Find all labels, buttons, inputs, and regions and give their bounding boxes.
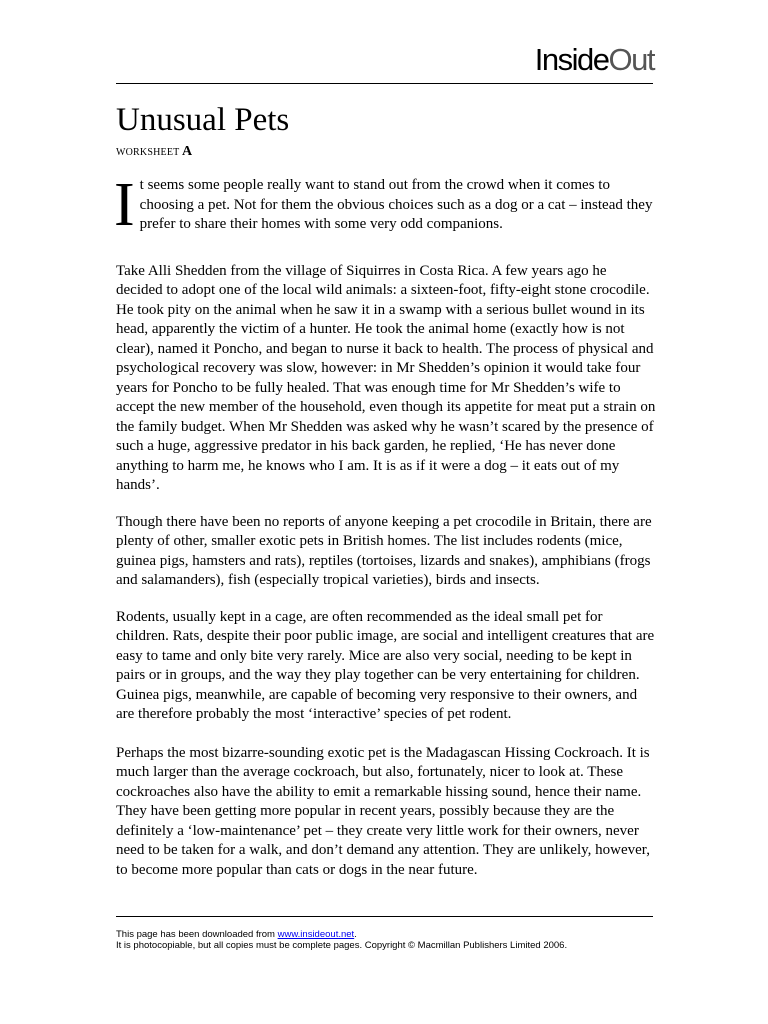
footer-line-2: It is photocopiable, but all copies must be complete pages. Copyright © Macmillan Publishers Limited 2006. (116, 940, 568, 951)
brand-logo-part2: Out (608, 42, 654, 77)
footer-divider (116, 916, 653, 917)
footer-prefix: This page has been downloaded from (116, 929, 278, 940)
intro-text: t seems some people really want to stand out from the crowd when it comes to choosing a pet. Not for them the obvious choices such as a dog or a cat – instead they prefer to share their homes with some very odd companions. (139, 177, 653, 232)
drop-cap: I (114, 171, 135, 239)
paragraph-crocodile: Take Alli Shedden from the village of Siquirres in Costa Rica. A few years ago he decided to adopt one of the local wild animals: a sixteen-foot, fifty-eight stone crocodile. He took pity on the animal when he saw it in a swamp with a serious bullet wound in its head, apparently the victim of a hunter. He took the animal home (exactly how is not clear), named it Poncho, and began to nurse it back to health. The process of physical and psychological recovery was slow, however: in Mr Shedden’s opinion it would take four years for Poncho to be fully healed. That was enough time for Mr Shedden’s wife to accept the new member of the household, even though its appetite for meat put a strain on the family budget. When Mr Shedden was asked why he wasn’t scared by the presence of such a huge, aggressive predator in his back garden, he replied, ‘He has never done anything to harm me, he knows who I am. It is as if it were a dog – it eats out of my hands’. (116, 262, 656, 493)
worksheet-label (116, 144, 192, 160)
paragraph-exotic-pets: Though there have been no reports of anyone keeping a pet crocodile in Britain, there are plenty of other, smaller exotic pets in British homes. The list includes rodents (mice, guinea pigs, hamsters and rats), reptiles (tortoises, lizards and snakes), amphibians (frogs and salamanders), fish (especially tropical varieties), birds and insects. (116, 513, 652, 588)
article-body (114, 171, 656, 880)
intro-paragraph (114, 171, 656, 239)
header-divider (116, 83, 653, 84)
paragraph-rodents: Rodents, usually kept in a cage, are often recommended as the ideal small pet for children. Rats, despite their poor public image, are social and intelligent creatures that are easy to tame and only bite very rarely. Mice are also very social, needing to be kept in pairs or in groups, and the way they play together can be very entertaining for children. Guinea pigs, meanwhile, are capable of becoming very responsive to their owners, and are therefore probably the most ‘interactive’ species of pet rodent. (116, 608, 655, 722)
page-title: Unusual Pets (116, 102, 290, 138)
paragraph-cockroach: Perhaps the most bizarre-sounding exotic pet is the Madagascan Hissing Cockroach. It is much larger than the average cockroach, but also, fortunately, nicer to look at. These cockroaches also have the ability to emit a remarkable hissing sound, hence their name. They have been getting more popular in recent years, possibly because they are the definitely a ‘low-maintenance’ pet – they create very little work for their owners, never need to be taken for a walk, and don’t demand any attention. They are unlikely, however, to become more popular than cats or dogs in the near future. (116, 744, 650, 878)
brand-logo (535, 44, 654, 75)
worksheet-label-text: WORKSHEET (116, 147, 180, 158)
worksheet-letter: A (181, 144, 193, 159)
footer-suffix: . (354, 929, 357, 940)
brand-logo-part1: Inside (534, 42, 609, 77)
insideout-link[interactable]: www.insideout.net (277, 929, 355, 940)
footer (116, 929, 567, 951)
footer-line-1 (116, 929, 567, 940)
